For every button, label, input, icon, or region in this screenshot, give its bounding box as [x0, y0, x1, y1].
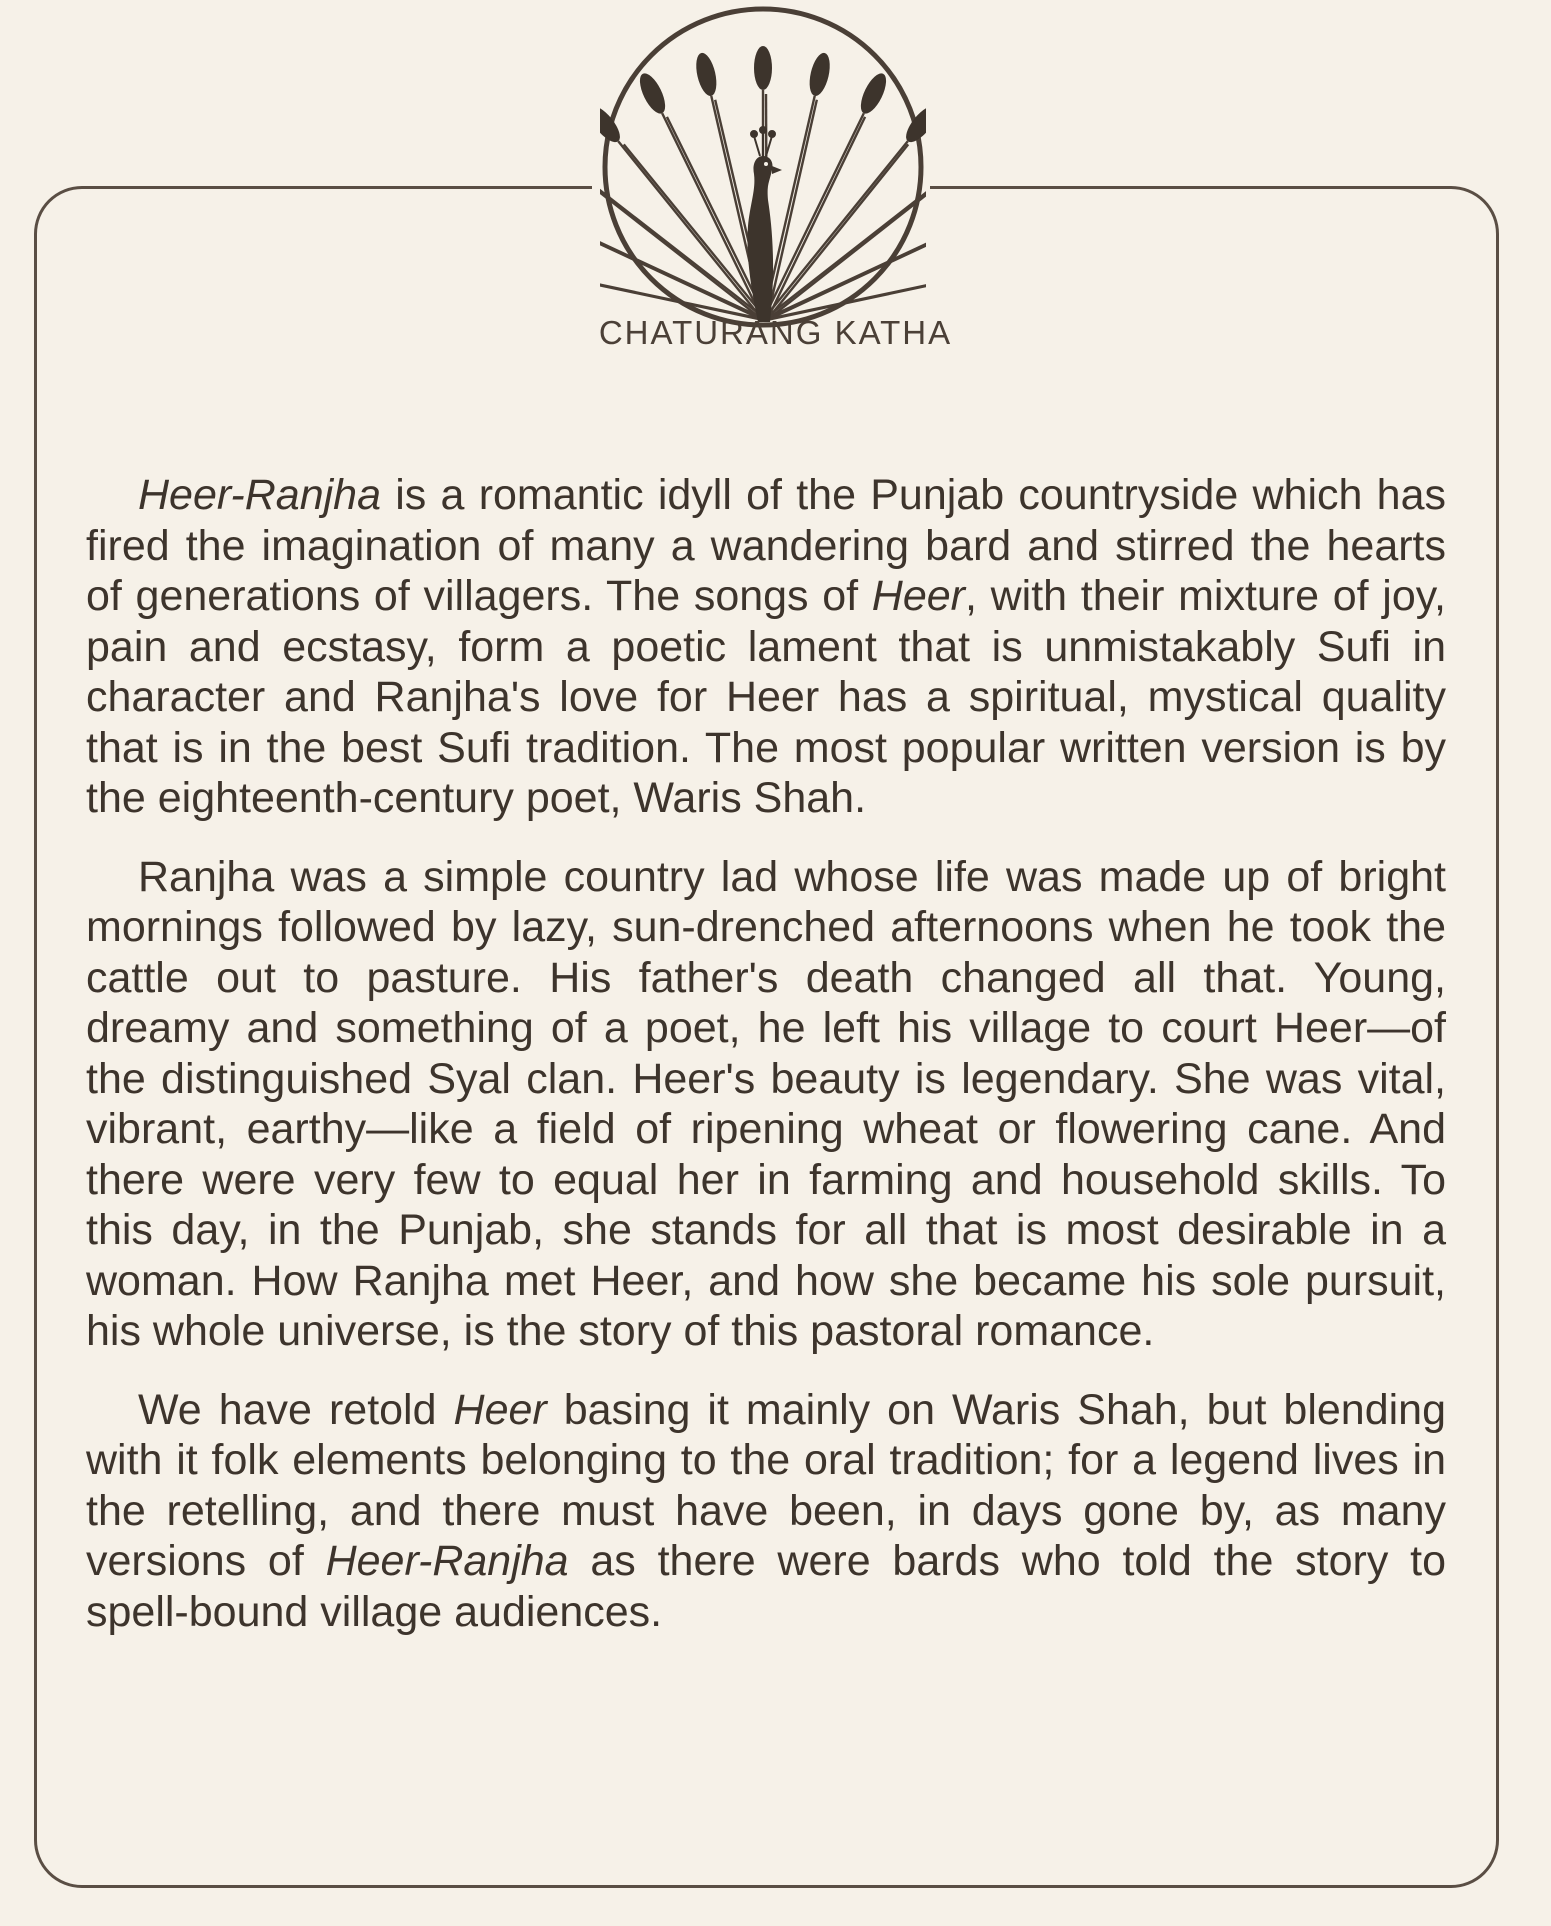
introduction-text — [86, 470, 1446, 1665]
paragraph-text: Ranjha was a simple country lad whose life was made up of bright mornings followed by lazy, sun-drenched afternoons when he took the cattle out to pasture. His father's death changed all that. Young, dreamy and something of a poet, he left his village to court Heer—of the distinguished Syal clan. Heer's beauty is legendary. She was vital, vibrant, earthy—like a field of ripening wheat or flowering cane. And there were very few to equal her in farming and household skills. To this day, in the Punjab, she stands for all that is most desirable in a woman. How Ranjha met Heer, and how she became his sole pursuit, his whole universe, is the story of this pastoral romance. — [86, 852, 1446, 1355]
italic-title-text: Heer — [453, 1385, 547, 1434]
peacock-fan-icon — [600, 4, 926, 330]
italic-title-text: Heer — [871, 572, 965, 620]
paragraph-text: We have retold — [138, 1385, 454, 1434]
paragraph-text: is a romantic idyll of the Punjab countryside which has fired the imagination of many a wandering bard and stirred the hearts of generations of villagers. The songs of — [86, 471, 1446, 620]
paragraph-text: as there were bards who told the story to spell-bound village audiences. — [86, 1537, 1446, 1636]
brand-title: CHATURANG KATHA — [598, 314, 953, 351]
paragraph-3 — [86, 1385, 1446, 1638]
italic-title-text: Heer-Ranjha — [138, 471, 382, 519]
paragraph-text: basing it mainly on Waris Shah, but blending with it folk elements belonging to the oral tradition; for a legend lives in the retelling, and there must have been, in days gone by, as many versions of — [86, 1385, 1446, 1585]
paragraph-1 — [86, 470, 1446, 824]
italic-title-text: Heer-Ranjha — [325, 1537, 569, 1585]
paragraph-2 — [86, 852, 1446, 1357]
paragraph-text: , with their mixture of joy, pain and ecstasy, form a poetic lament that is unmistakably Sufi in character and Ranjha's love for Heer has a spiritual, mystical quality that is in the best Sufi tradition. The most popular written version is by the eighteenth-century poet, Waris Shah. — [86, 572, 1446, 822]
